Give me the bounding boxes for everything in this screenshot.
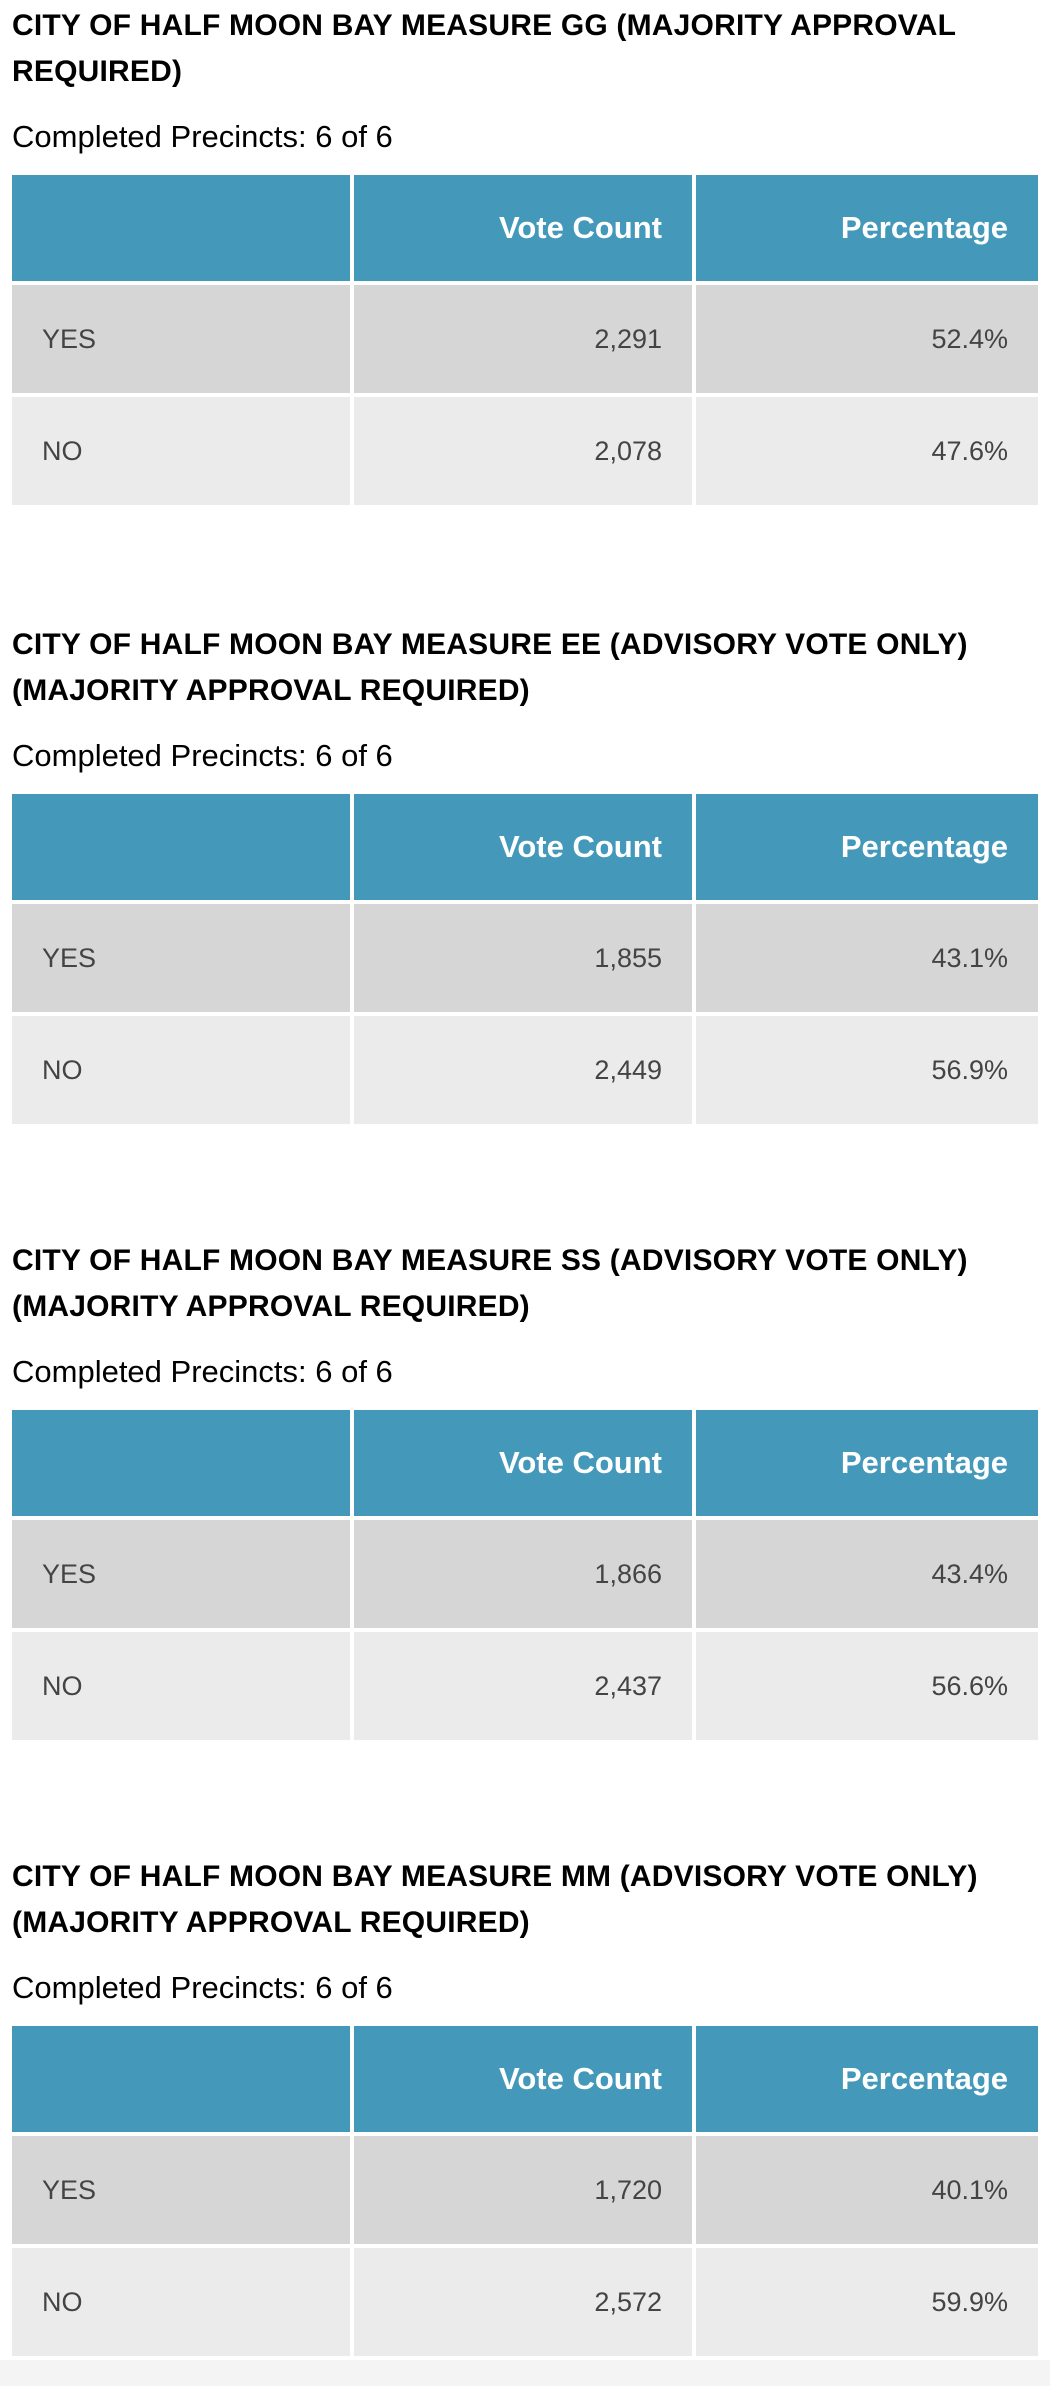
choice-cell: NO [12,2248,354,2360]
vote-count-cell: 1,855 [354,904,696,1016]
percentage-cell: 56.9% [696,1016,1038,1128]
percentage-column-header: Percentage [696,175,1038,285]
completed-precincts: Completed Precincts: 6 of 6 [12,119,393,154]
choice-column-header [12,794,354,904]
percentage-cell: 47.6% [696,397,1038,509]
percentage-cell: 52.4% [696,285,1038,397]
measure-ss [12,1238,1038,1744]
results-table [12,794,1038,1128]
table-row-yes [12,285,1038,397]
measure-mm [12,1854,1038,2360]
measure-gg [12,3,1038,509]
results-table [12,2026,1038,2360]
vote-count-cell: 2,449 [354,1016,696,1128]
table-header-row [12,2026,1038,2136]
table-row-yes [12,1520,1038,1632]
percentage-column-header: Percentage [696,1410,1038,1520]
table-header-row [12,1410,1038,1520]
vote-count-column-header: Vote Count [354,794,696,904]
table-row-yes [12,2136,1038,2248]
measure-title: CITY OF HALF MOON BAY MEASURE GG (MAJORITY APPROVAL REQUIRED) [12,9,956,88]
vote-count-cell: 2,437 [354,1632,696,1744]
table-row-no [12,1632,1038,1744]
measure-ee [12,622,1038,1128]
vote-count-column-header: Vote Count [354,1410,696,1520]
results-table [12,1410,1038,1744]
table-row-yes [12,904,1038,1016]
measure-title: CITY OF HALF MOON BAY MEASURE SS (ADVISORY VOTE ONLY) (MAJORITY APPROVAL REQUIRED) [12,1244,968,1323]
choice-column-header [12,2026,354,2136]
table-row-no [12,2248,1038,2360]
percentage-column-header: Percentage [696,2026,1038,2136]
percentage-cell: 40.1% [696,2136,1038,2248]
vote-count-column-header: Vote Count [354,2026,696,2136]
vote-count-cell: 2,572 [354,2248,696,2360]
page-bottom-strip [0,2360,1050,2386]
percentage-cell: 43.1% [696,904,1038,1016]
vote-count-cell: 2,078 [354,397,696,509]
percentage-cell: 56.6% [696,1632,1038,1744]
measure-title: CITY OF HALF MOON BAY MEASURE EE (ADVISORY VOTE ONLY) (MAJORITY APPROVAL REQUIRED) [12,628,968,707]
completed-precincts: Completed Precincts: 6 of 6 [12,738,393,773]
results-table [12,175,1038,509]
table-header-row [12,794,1038,904]
vote-count-cell: 2,291 [354,285,696,397]
choice-cell: YES [12,1520,354,1632]
choice-column-header [12,1410,354,1520]
table-row-no [12,397,1038,509]
choice-cell: YES [12,2136,354,2248]
completed-precincts: Completed Precincts: 6 of 6 [12,1970,393,2005]
vote-count-cell: 1,866 [354,1520,696,1632]
vote-count-cell: 1,720 [354,2136,696,2248]
choice-cell: NO [12,397,354,509]
choice-cell: NO [12,1632,354,1744]
table-row-no [12,1016,1038,1128]
completed-precincts: Completed Precincts: 6 of 6 [12,1354,393,1389]
percentage-cell: 59.9% [696,2248,1038,2360]
choice-cell: YES [12,285,354,397]
choice-column-header [12,175,354,285]
vote-count-column-header: Vote Count [354,175,696,285]
measure-title: CITY OF HALF MOON BAY MEASURE MM (ADVISORY VOTE ONLY) (MAJORITY APPROVAL REQUIRED) [12,1860,978,1939]
table-header-row [12,175,1038,285]
choice-cell: NO [12,1016,354,1128]
choice-cell: YES [12,904,354,1016]
percentage-column-header: Percentage [696,794,1038,904]
percentage-cell: 43.4% [696,1520,1038,1632]
